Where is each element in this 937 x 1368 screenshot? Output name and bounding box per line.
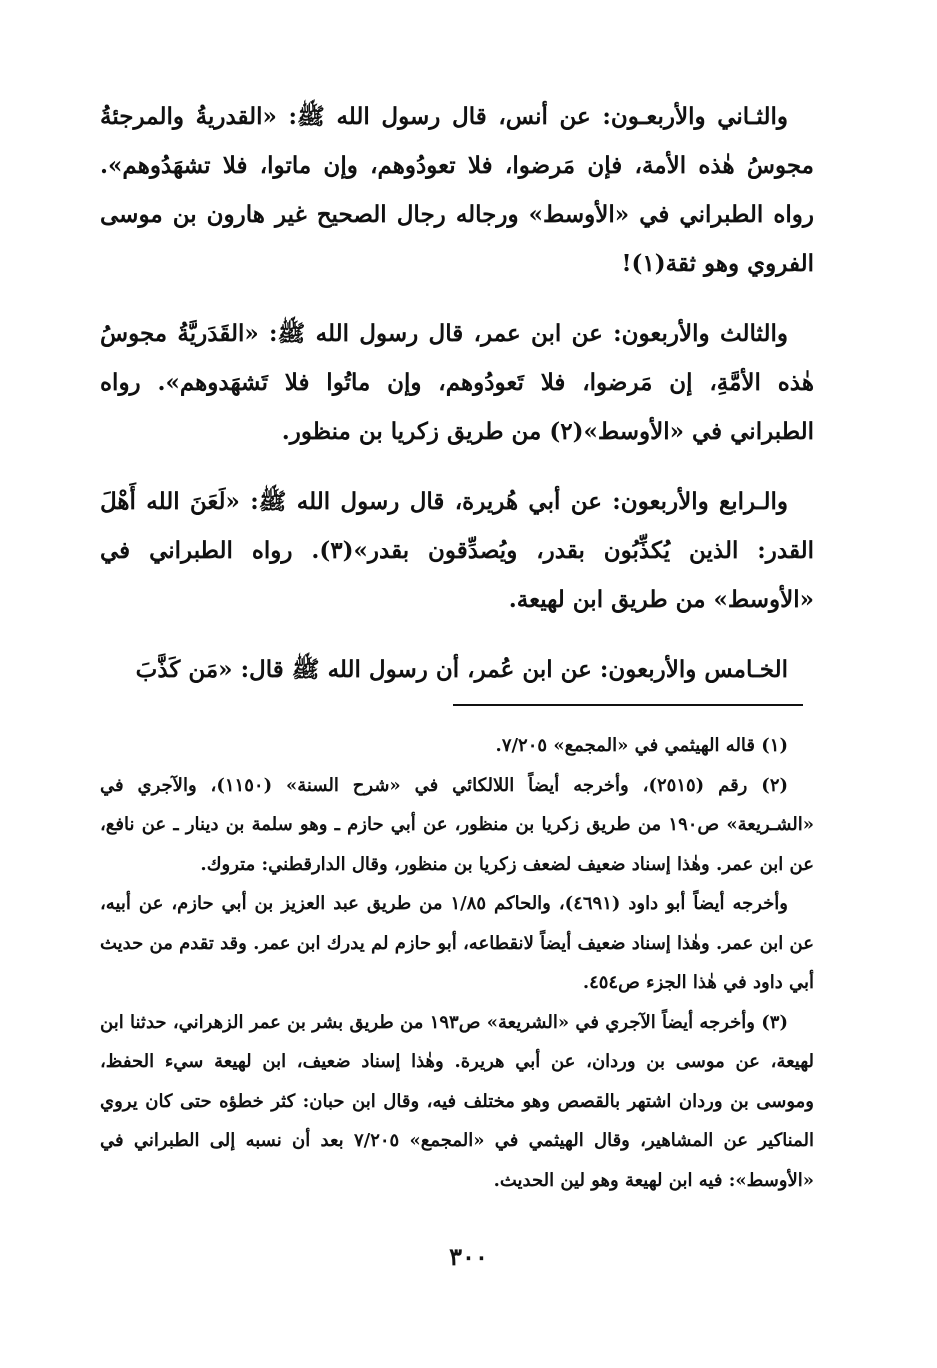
footnote-separator bbox=[453, 704, 803, 706]
hadith-44-paragraph: والـرابع والأربعون: عن أبي هُريرة، قال رسول الله ﷺ: «لَعَنَ الله أَهْلَ القدر: الذين يُكذِّبُون بقدر، ويُصدِّقون بقدر»(٣). رواه الطبراني في «الأوسط» من طريق ابن لهيعة. bbox=[100, 488, 814, 613]
page-number: ٣٠٠ bbox=[449, 1242, 488, 1271]
hadith-43-paragraph: والثالث والأربعون: عن ابن عمر، قال رسول الله ﷺ: «القَدَريَّةُ مجوسُ هٰذه الأمَّةِ، إن مَرضوا، فلا تَعودُوهم، وإن ماتُوا فلا تَشهَدوهم». رواه الطبراني في «الأوسط»(٢) من طريق زكريا بن منظور. bbox=[100, 320, 814, 445]
hadith-42-paragraph: والثـاني والأربعـون: عن أنس، قال رسول الله ﷺ: «القدريةُ والمرجئةُ مجوسُ هٰذه الأمة، فإن مَرضوا، فلا تعودُوهم، وإن ماتوا، فلا تشهَدُوهم». رواه الطبراني في «الأوسط» ورجاله رجال الصحيح غير هارون بن موسى الفروي وهو ثقة(١)! bbox=[100, 103, 814, 277]
footnotes bbox=[100, 726, 814, 1200]
footnote-1: (١) قاله الهيثمي في «المجمع» ٧/٢٠٥. bbox=[495, 735, 788, 756]
hadith-45-paragraph: الخـامس والأربعون: عن ابن عُمر، أن رسول الله ﷺ قال: «مَن كَذَّبَ bbox=[135, 656, 788, 683]
footnote-2-continued: وأخرجه أيضاً أبو داود (٤٦٩١)، والحاكم ١/٨٥ من طريق عبد العزيز بن أبي حازم، عن أبيه، عن ابن عمر. وهٰذا إسناد ضعيف أيضاً لانقطاعه، أبو حازم لم يدرك ابن عمر. وقد تقدم من حديث أبي داود في هٰذا الجزء ص٤٥٤. bbox=[100, 893, 814, 993]
footnote-3: (٣) وأخرجه أيضاً الآجري في «الشريعة» ص١٩٣ من طريق بشر بن عمر الزهراني، حدثنا ابن لهيعة، عن موسى بن وردان، عن أبي هريرة. وهٰذا إسناد ضعيف، ابن لهيعة سيء الحفظ، وموسى بن وردان اشتهر بالقصص وهو مختلف فيه، وقال ابن حبان: كثر خطؤه حتى كان يروي المناكير عن المشاهير، وقال الهيثمي في «المجمع» ٧/٢٠٥ بعد أن نسبه إلى الطبراني في «الأوسط»: فيه ابن لهيعة وهو لين الحديث. bbox=[100, 1011, 814, 1191]
footnote-2: (٢) رقم (٢٥١٥)، وأخرجه أيضاً اللالكائي في «شرح السنة» (١١٥٠)، والآجري في «الشـريعة» ص١٩٠ من طريق زكريا بن منظور، عن أبي حازم ـ وهو سلمة بن دينار ـ عن نافع، عن ابن عمر. وهٰذا إسناد ضعيف لضعف زكريا بن منظور، وقال الدارقطني: متروك. bbox=[100, 774, 814, 875]
main-text bbox=[100, 92, 814, 715]
